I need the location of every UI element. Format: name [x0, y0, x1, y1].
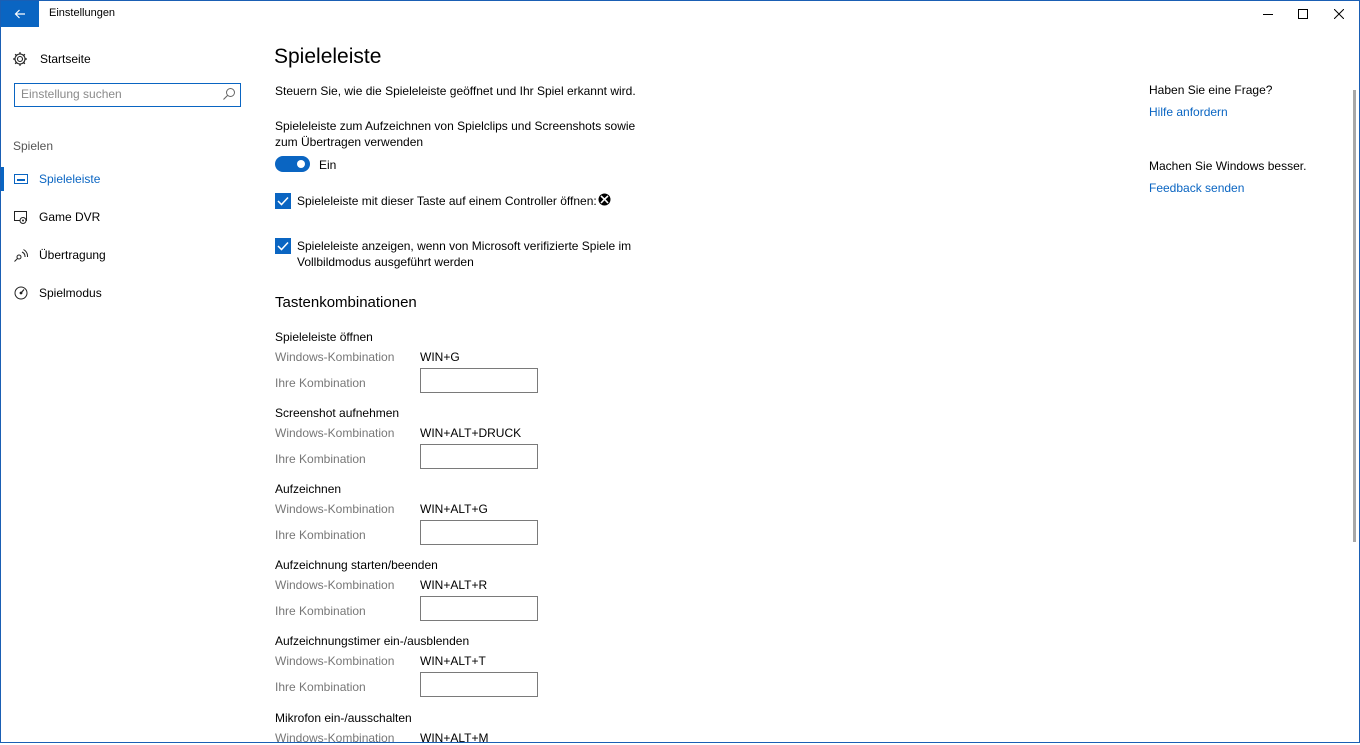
game-bar-toggle[interactable] — [275, 156, 310, 172]
shortcut-title: Aufzeichnung starten/beenden — [275, 558, 438, 572]
maximize-icon — [1298, 9, 1308, 19]
your-combo-input[interactable] — [421, 521, 537, 544]
shortcut-title: Screenshot aufnehmen — [275, 406, 400, 420]
improve-windows-text: Machen Sie Windows besser. — [1149, 159, 1307, 173]
sidebar-home[interactable] — [12, 49, 91, 69]
help-question: Haben Sie eine Frage? — [1149, 83, 1273, 97]
your-combo-field[interactable] — [420, 444, 538, 469]
shortcut-title: Aufzeichnungstimer ein-/ausblenden — [275, 634, 470, 648]
your-combo-input[interactable] — [421, 369, 537, 392]
windows-combo-value: WIN+G — [420, 350, 460, 364]
xbox-icon — [598, 193, 611, 206]
maximize-button[interactable] — [1285, 1, 1321, 27]
close-icon — [1334, 9, 1344, 19]
sidebar-item-spielmodus[interactable] — [0, 281, 240, 305]
your-combo-field[interactable] — [420, 672, 538, 697]
sidebar-item-label: Übertragung — [39, 248, 106, 262]
windows-combo-label: Windows-Kombination — [275, 426, 395, 440]
your-combo-input[interactable] — [421, 445, 537, 468]
checkmark-icon — [277, 196, 289, 206]
your-combo-field[interactable] — [420, 520, 538, 545]
windows-combo-label: Windows-Kombination — [275, 350, 395, 364]
controller-key-checkbox[interactable] — [275, 193, 291, 209]
sidebar-item-label: Spielmodus — [39, 286, 102, 300]
sidebar-item-uebertragung[interactable] — [0, 243, 240, 267]
your-combo-label: Ihre Kombination — [275, 452, 366, 466]
minimize-icon — [1263, 9, 1273, 19]
toggle-knob — [297, 160, 305, 168]
active-indicator — [1, 167, 4, 191]
sidebar-item-label: Game DVR — [39, 210, 101, 224]
your-combo-label: Ihre Kombination — [275, 680, 366, 694]
sidebar-group-title: Spielen — [13, 139, 54, 153]
sidebar-item-game-dvr[interactable] — [0, 205, 240, 229]
windows-combo-value: WIN+ALT+DRUCK — [420, 426, 522, 440]
shortcut-title: Mikrofon ein-/ausschalten — [275, 711, 412, 725]
broadcast-icon — [13, 247, 29, 263]
close-button[interactable] — [1321, 1, 1357, 27]
sidebar-item-spieleleiste[interactable] — [0, 167, 240, 191]
toggle-description: Spieleleiste zum Aufzeichnen von Spielclips und Screenshots sowie zum Übertragen verwenden — [275, 119, 636, 149]
controller-key-label: Spieleleiste mit dieser Taste auf einem Controller öffnen: — [297, 194, 597, 208]
windows-combo-label: Windows-Kombination — [275, 654, 395, 668]
fullscreen-games-label: Spieleleiste anzeigen, wenn von Microsoft verifizierte Spiele im Vollbildmodus ausgeführt werden — [297, 239, 632, 269]
search-box[interactable] — [14, 83, 241, 107]
game-mode-icon — [13, 285, 29, 301]
minimize-button[interactable] — [1250, 1, 1286, 27]
page-title: Spieleleiste — [274, 45, 382, 68]
shortcut-title: Spieleleiste öffnen — [275, 330, 373, 344]
checkmark-icon — [277, 241, 289, 251]
windows-combo-value: WIN+ALT+G — [420, 502, 488, 516]
title-bar — [0, 0, 1360, 27]
page-description: Steuern Sie, wie die Spieleleiste geöffnet und Ihr Spiel erkannt wird. — [275, 84, 636, 98]
your-combo-label: Ihre Kombination — [275, 376, 366, 390]
game-dvr-icon — [13, 209, 29, 225]
toggle-state-label: Ein — [319, 158, 337, 172]
scrollbar[interactable] — [1353, 90, 1356, 542]
fullscreen-games-checkbox[interactable] — [275, 238, 291, 254]
windows-combo-label: Windows-Kombination — [275, 502, 395, 516]
windows-combo-value: WIN+ALT+T — [420, 654, 486, 668]
back-button[interactable] — [1, 1, 39, 27]
your-combo-label: Ihre Kombination — [275, 604, 366, 618]
your-combo-input[interactable] — [421, 597, 537, 620]
arrow-left-icon — [14, 9, 26, 19]
your-combo-label: Ihre Kombination — [275, 528, 366, 542]
your-combo-field[interactable] — [420, 596, 538, 621]
shortcuts-heading: Tastenkombinationen — [275, 294, 417, 311]
windows-combo-value: WIN+ALT+M — [420, 731, 489, 745]
your-combo-field[interactable] — [420, 368, 538, 393]
windows-combo-value: WIN+ALT+R — [420, 578, 488, 592]
your-combo-input[interactable] — [421, 673, 537, 696]
gear-icon — [12, 51, 28, 67]
search-icon[interactable] — [222, 87, 236, 101]
shortcut-title: Aufzeichnen — [275, 482, 342, 496]
game-bar-icon — [13, 171, 29, 187]
feedback-link[interactable]: Feedback senden — [1149, 181, 1245, 195]
windows-combo-label: Windows-Kombination — [275, 578, 395, 592]
windows-combo-label: Windows-Kombination — [275, 731, 395, 745]
help-link[interactable]: Hilfe anfordern — [1149, 105, 1228, 119]
sidebar-item-label: Spieleleiste — [39, 172, 101, 186]
sidebar-home-label: Startseite — [40, 52, 91, 66]
window-title: Einstellungen — [49, 7, 116, 19]
search-input[interactable] — [21, 84, 216, 104]
